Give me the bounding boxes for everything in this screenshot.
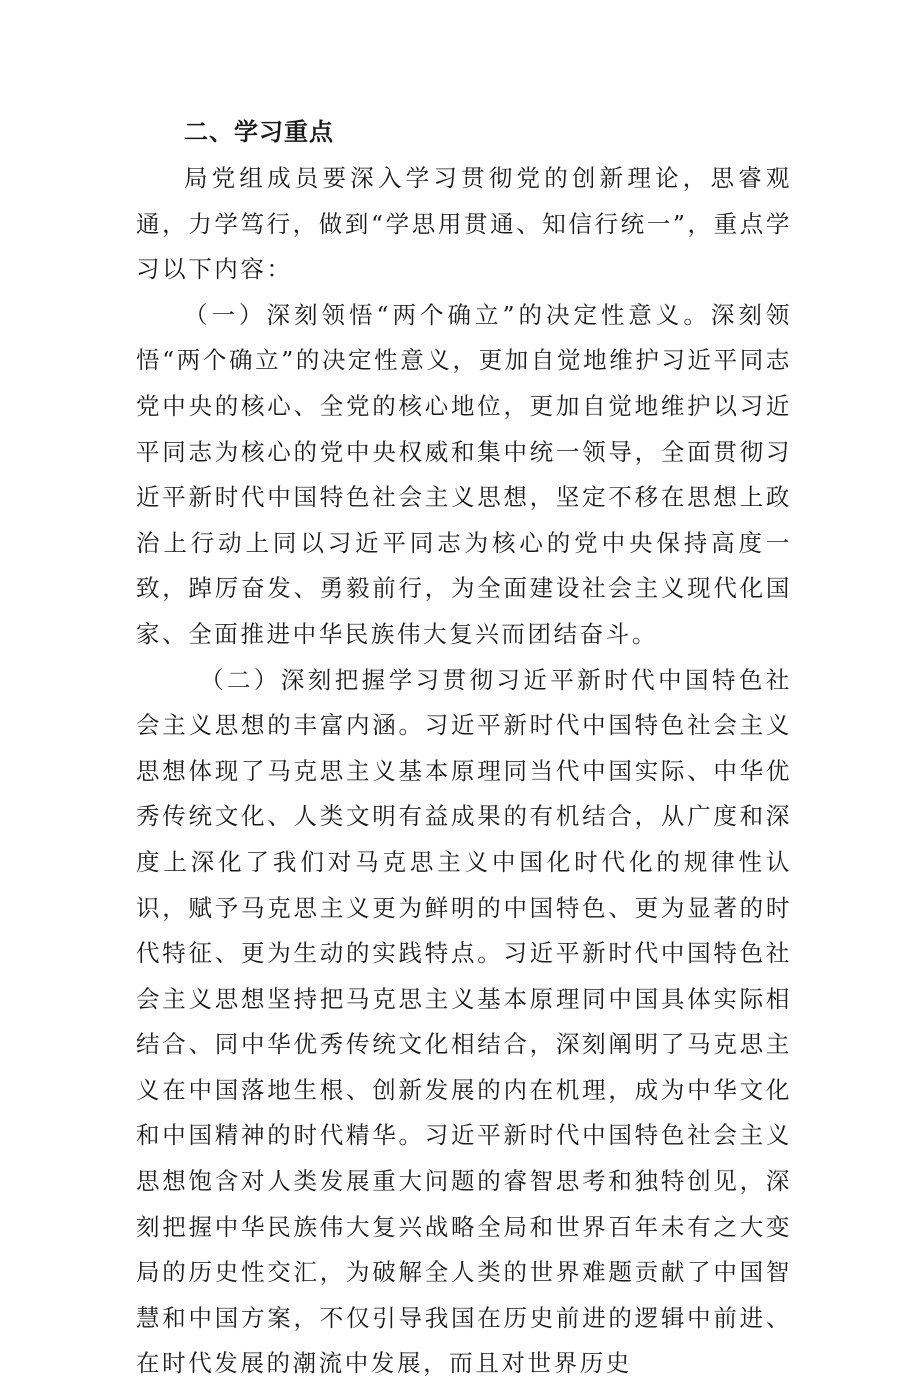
section-heading: 二、学习重点 [184,118,334,146]
item-2-paragraph: （二）深刻把握学习贯彻习近平新时代中国特色社会主义思想的丰富内涵。习近平新时代中国特色社会主义思想体现了马克思主义基本原理同当代中国实际、中华优秀传统文化、人类文明有益成果的有机结合，从广度和深度上深化了我们对马克思主义中国化时代化的规律性认识，赋予马克思主义更为鲜明的中国特色、更为显著的时代特征、更为生动的实践特点。习近平新时代中国特色社会主义思想坚持把马克思主义基本原理同中国具体实际相结合、同中华优秀传统文化相结合，深刻阐明了马克思主义在中国落地生根、创新发展的内在机理，成为中华文化和中国精神的时代精华。习近平新时代中国特色社会主义思想饱含对人类发展重大问题的睿智思考和独特创见，深刻把握中华民族伟大复兴战略全局和世界百年未有之大变局的历史性交汇，为破解全人类的世界难题贡献了中国智慧和中国方案，不仅引导我国在历史前进的逻辑中前进、在时代发展的潮流中发展，而且对世界历史 [136,665,792,1378]
item-1-paragraph: （一）深刻领悟“两个确立”的决定性意义。深刻领悟“两个确立”的决定性意义，更加自觉地维护习近平同志党中央的核心、全党的核心地位，更加自觉地维护以习近平同志为核心的党中央权威和集中统一领导，全面贯彻习近平新时代中国特色社会主义思想，坚定不移在思想上政治上行动上同以习近平同志为核心的党中央保持高度一致，踔厉奋发、勇毅前行，为全面建设社会主义现代化国家、全面推进中华民族伟大复兴而团结奋斗。 [136,300,792,648]
document-page [136,108,792,1387]
intro-paragraph: 局党组成员要深入学习贯彻党的创新理论，思睿观通，力学笃行，做到“学思用贯通、知信行统一”，重点学习以下内容： [136,164,792,284]
